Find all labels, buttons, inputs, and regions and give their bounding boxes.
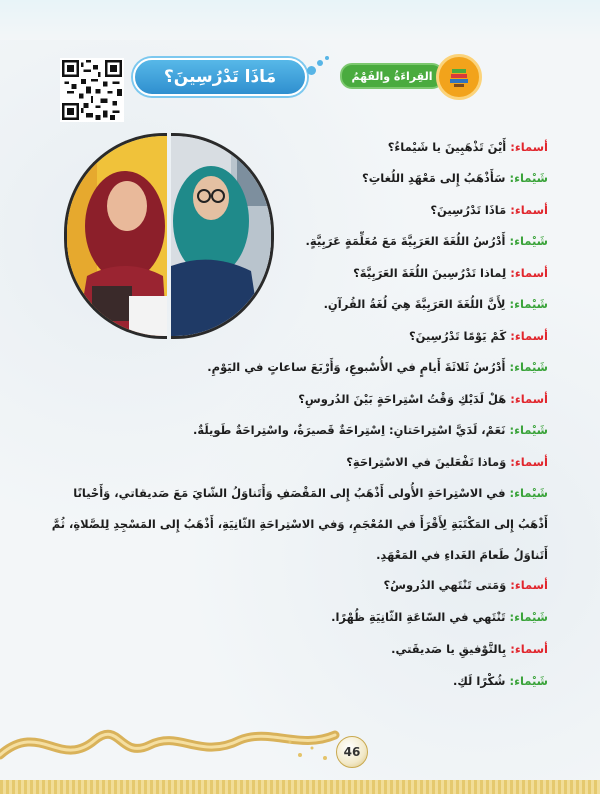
dialogue-line: أسماء: وَماذا تَفْعَلينَ في الاسْتِراحَةِ؟ — [346, 455, 548, 469]
long-dialogue-turn: شَيْماء: في الاسْتِراحَةِ الأُولى أَذْهَبُ إِلى المَقْصَفِ وَأَتَناوَلُ الشّايَ مَعَ صَديقاتي، وَأَحْيانًا أَذْهَبُ إِلى المَكْتَبَةِ لِأَقْرَأَ في المُعْجَمِ، وَفي الاسْتِراحَةِ الثّانِيَةِ، أَذْهَبُ إِلى المَسْجِدِ لِلصَّلاةِ، ثُمَّ أَتَناوَلُ طَعامَ الغَداءِ في المَعْهَدِ. — [51, 486, 548, 562]
dialogue-line: شَيْماء: سَأَذْهَبُ إِلى مَعْهَدِ اللُغاتِ؟ — [362, 171, 548, 185]
dialogue-line: أسماء: كَمْ يَوْمًا تَدْرُسِينَ؟ — [408, 329, 548, 343]
dialogue-line: شَيْماء: لِأَنَّ اللُغَةَ العَرَبِيَّةَ هِيَ لُغَةُ القُرآنِ. — [323, 297, 548, 311]
dialogue-line: شَيْماء: شُكْرًا لَكِ. — [452, 674, 548, 688]
page-number: 46 — [336, 736, 368, 768]
bottom-band — [0, 780, 600, 794]
dialogue-line: أسماء: لِماذا تَدْرُسِينَ اللُغَةَ العَرَبِيَّةَ؟ — [353, 266, 548, 280]
gold-ribbon-decoration — [0, 700, 340, 780]
dialogue-line: أسماء: بِالتَّوْفيقِ يا صَديقَتي. — [391, 642, 548, 656]
section-badge: القِراءَةُ والفَهْمُ — [340, 63, 444, 89]
dialogue-line: شَيْماء: أَدْرُسُ ثَلاثَةَ أَيامٍ في الأُسْبوعِ، وَأَرْبَعَ ساعاتٍ في اليَوْمِ. — [207, 360, 548, 374]
top-band — [0, 0, 600, 40]
dialogue-line: شَيْماء: أَدْرُسُ اللُغَةَ العَرَبِيَّةَ مَعَ مُعَلِّمَةٍ عَرَبِيَّةٍ. — [305, 234, 548, 248]
dialogue-line: أسماء: وَمَتى تَنْتَهي الدُروسُ؟ — [383, 578, 548, 592]
dialogue-line: أسماء: هَلْ لَدَيْكِ وَقْتُ اسْتِراحَةٍ بَيْنَ الدُروسِ؟ — [298, 392, 548, 406]
decorative-dots — [305, 52, 345, 82]
dialogue-line: أسماء: أَيْنَ تَذْهَبِينَ يا شَيْماءُ؟ — [387, 140, 548, 154]
dialogue-line: شَيْماء: تَنْتَهي في السّاعَةِ الثّانِيَةِ ظُهْرًا. — [331, 610, 548, 624]
dialogue-line: أسماء: مَاذَا تَدْرُسِينَ؟ — [430, 203, 548, 217]
books-icon — [436, 54, 482, 100]
lesson-title: مَاذَا تَدْرُسِينَ؟ — [133, 58, 307, 96]
dialogue-line: شَيْماء: نَعَمْ، لَدَيَّ اسْتِراحَتانِ: اِسْتِراحَةٌ قَصيرَةٌ، واسْتِراحَةٌ طَويلَةٌ. — [192, 423, 548, 437]
qr-code-icon[interactable] — [60, 58, 124, 122]
